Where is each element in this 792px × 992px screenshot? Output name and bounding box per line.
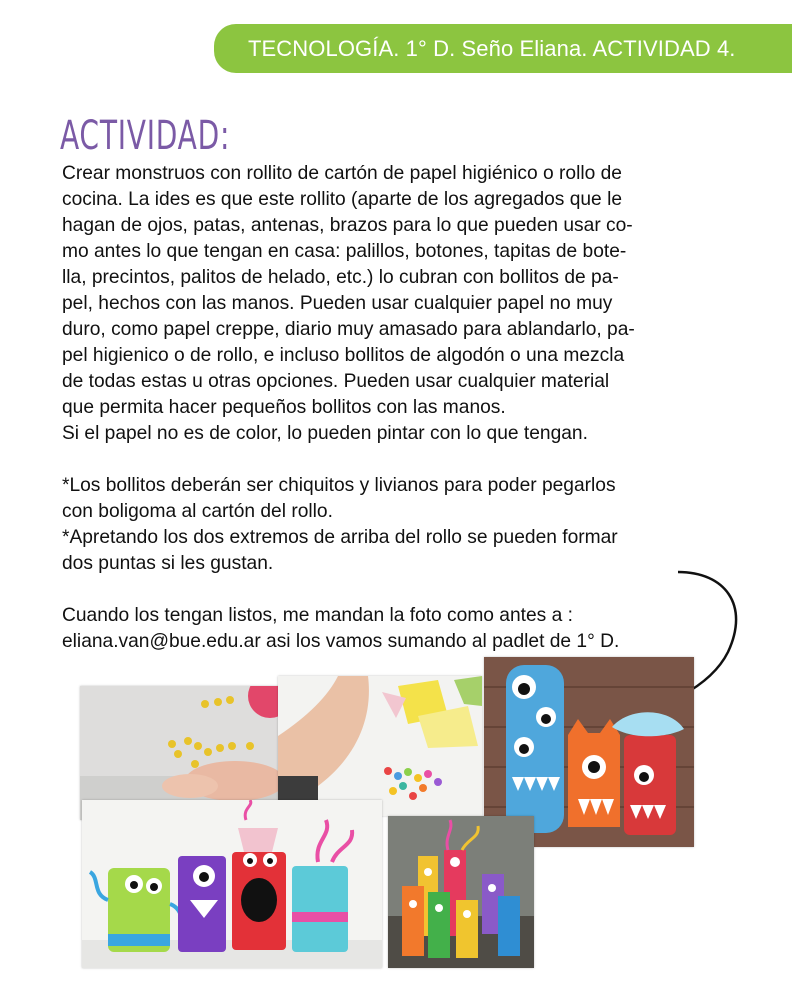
note-line: *Apretando los dos extremos de arriba del rollo se pueden formar [62, 527, 618, 548]
body-line: cocina. La ides es que este rollito (aparte de los agregados que le [62, 189, 622, 210]
closing-line: Cuando los tengan listos, me mandan la foto como antes a : [62, 605, 573, 626]
header-title: TECNOLOGÍA. 1° D. Seño Eliana. ACTIVIDAD 4. [248, 36, 736, 61]
body-line: Si el papel no es de color, lo pueden pintar con lo que tengan. [62, 423, 588, 444]
body-line: hagan de ojos, patas, antenas, brazos para lo que pueden usar co- [62, 215, 633, 236]
photo-outdoor-tube-monsters [388, 816, 534, 968]
body-line: pel higienico o de rollo, e incluso bollitos de algodón o una mezcla [62, 345, 625, 366]
photo-colorful-tube-monsters [82, 800, 382, 968]
photo-hands-paper-balls [278, 676, 482, 816]
body-line: pel, hechos con las manos. Pueden usar cualquier papel no muy [62, 293, 613, 314]
body-line: duro, como papel creppe, diario muy amasado para ablandarlo, pa- [62, 319, 635, 340]
note-line: dos puntas si les gustan. [62, 553, 274, 574]
note-line: *Los bollitos deberán ser chiquitos y livianos para poder pegarlos [62, 475, 616, 496]
body-line: lla, precintos, palitos de helado, etc.) lo cubran con bollitos de pa- [62, 267, 619, 288]
note-line: con boligoma al cartón del rollo. [62, 501, 333, 522]
body-line: mo antes lo que tengan en casa: palillos, botones, tapitas de bote- [62, 241, 627, 262]
body-line: de todas estas u otras opciones. Pueden usar cualquier material [62, 371, 610, 392]
body-line: que permita hacer pequeños bollitos con las manos. [62, 397, 506, 418]
activity-heading: ACTIVIDAD: [60, 113, 231, 159]
closing-line: eliana.van@bue.edu.ar asi los vamos sumando al padlet de 1° D. [62, 631, 620, 652]
body-line: Crear monstruos con rollito de cartón de papel higiénico o rollo de [62, 163, 622, 184]
